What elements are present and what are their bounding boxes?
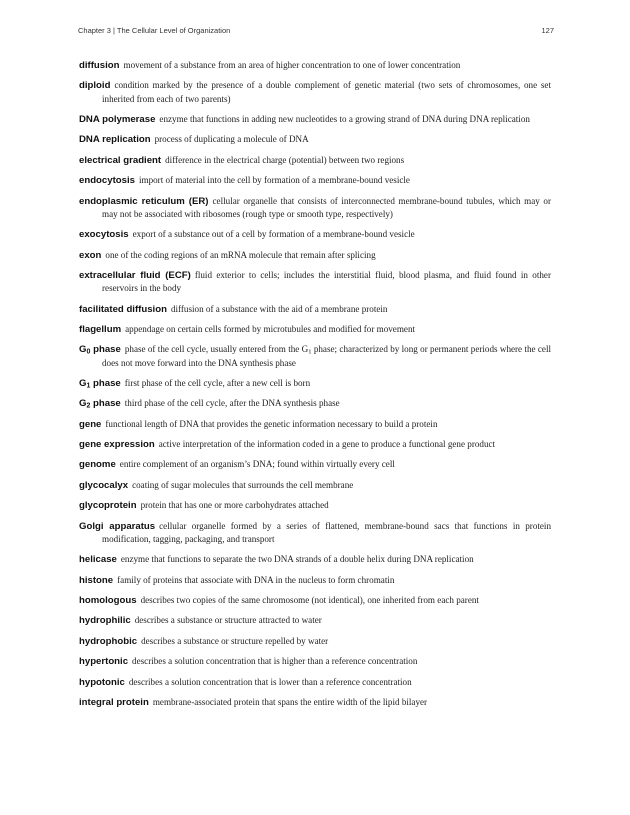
- glossary-entry: [79, 499, 551, 512]
- glossary-definition: import of material into the cell by formation of a membrane-bound vesicle: [138, 175, 410, 186]
- glossary-definition: entire complement of an organism’s DNA; found within virtually every cell: [119, 459, 395, 470]
- definition-text: phase; characterized by long or permanent periods where the cell does not move forward into the DNA synthesis phase: [102, 344, 552, 368]
- glossary-entry: [79, 269, 551, 295]
- glossary-entry: [79, 133, 551, 146]
- glossary-term: extracellular fluid (ECF): [79, 269, 191, 281]
- glossary-entry: [79, 635, 551, 648]
- term-subscript: 2: [86, 402, 91, 410]
- glossary-entry: [79, 696, 551, 709]
- term-text: phase: [90, 377, 121, 389]
- glossary-entry: [79, 553, 551, 566]
- running-header: [78, 26, 554, 38]
- glossary-term: gene: [79, 418, 102, 430]
- glossary-definition: movement of a substance from an area of higher concentration to one of lower concentration: [123, 60, 461, 70]
- glossary-term: integral protein: [79, 696, 149, 708]
- glossary-definition: appendage on certain cells formed by microtubules and modified for movement: [125, 323, 416, 334]
- glossary-entry: [79, 195, 551, 221]
- glossary-list: [79, 59, 551, 716]
- glossary-term: helicase: [79, 554, 117, 566]
- glossary-entry: [79, 154, 551, 167]
- glossary-entry: [79, 397, 551, 410]
- glossary-definition: coating of sugar molecules that surrounds the cell membrane: [132, 479, 354, 490]
- glossary-definition: first phase of the cell cycle, after a new cell is born: [124, 377, 311, 388]
- glossary-term: histone: [79, 574, 114, 586]
- glossary-term: glycoprotein: [79, 500, 137, 512]
- glossary-term: endoplasmic reticulum (ER): [79, 195, 209, 207]
- glossary-term: DNA replication: [79, 134, 151, 146]
- glossary-entry: [79, 676, 551, 689]
- glossary-definition: describes a solution concentration that is lower than a reference concentration: [128, 676, 412, 687]
- glossary-term: genome: [79, 459, 116, 471]
- glossary-definition: cellular organelle formed by a series of flattened, membrane-bound sacs that functions in protein modification, tagging, packaging, and transport: [102, 520, 552, 544]
- glossary-term: hypotonic: [79, 676, 125, 688]
- term-text: phase: [90, 344, 121, 356]
- glossary-definition: active interpretation of the information coded in a gene to produce a functional gene product: [158, 439, 496, 450]
- term-text: G: [79, 377, 87, 389]
- glossary-definition: family of proteins that associate with DNA in the nucleus to form chromatin: [117, 574, 395, 585]
- glossary-entry: [79, 323, 551, 336]
- glossary-entry: [79, 574, 551, 587]
- glossary-definition: difference in the electrical charge (potential) between two regions: [165, 154, 405, 165]
- term-subscript: 1: [86, 382, 91, 390]
- glossary-definition: enzyme that functions in adding new nucleotides to a growing strand of DNA during DNA replication: [159, 113, 530, 124]
- glossary-entry: [79, 303, 551, 316]
- term-text: G: [79, 398, 87, 410]
- glossary-definition: functional length of DNA that provides the genetic information necessary to build a protein: [105, 418, 438, 429]
- glossary-entry: [79, 614, 551, 627]
- glossary-entry: [79, 377, 551, 390]
- definition-subscript: 1: [308, 348, 312, 356]
- glossary-term: DNA polymerase: [79, 113, 156, 125]
- glossary-term: [79, 398, 121, 409]
- glossary-entry: [79, 249, 551, 262]
- glossary-term: hypertonic: [79, 656, 129, 668]
- glossary-term: [79, 378, 121, 389]
- glossary-entry: [79, 438, 551, 451]
- glossary-entry: [79, 594, 551, 607]
- glossary-term: exon: [79, 249, 102, 261]
- page-number: 127: [541, 26, 554, 35]
- glossary-definition: cellular organelle that consists of interconnected membrane-bound tubules, which may or may not be associated with ribosomes (rough type or smooth type, respectively): [102, 195, 552, 219]
- glossary-term: electrical gradient: [79, 154, 162, 166]
- glossary-entry: [79, 113, 551, 126]
- glossary-term: homologous: [79, 595, 137, 606]
- glossary-entry: [79, 418, 551, 431]
- term-text: G: [79, 344, 87, 356]
- glossary-term: diffusion: [79, 60, 120, 71]
- glossary-term: [79, 344, 121, 355]
- glossary-definition: one of the coding regions of an mRNA molecule that remain after splicing: [105, 249, 376, 260]
- glossary-definition: export of a substance out of a cell by formation of a membrane-bound vesicle: [132, 229, 415, 240]
- glossary-entry: [79, 174, 551, 187]
- glossary-term: exocytosis: [79, 229, 129, 241]
- glossary-definition: describes a substance or structure repelled by water: [141, 635, 329, 646]
- glossary-term: glycocalyx: [79, 479, 129, 491]
- glossary-term: diploid: [79, 80, 111, 92]
- glossary-definition: fluid exterior to cells; includes the interstitial fluid, blood plasma, and fluid found in other reservoirs in the body: [102, 269, 551, 294]
- glossary-definition: condition marked by the presence of a double complement of genetic material (two sets of chromosomes, one set inherited from each of two parents): [102, 80, 551, 104]
- glossary-entry: [79, 59, 551, 72]
- glossary-term: hydrophilic: [79, 615, 131, 627]
- glossary-term: facilitated diffusion: [79, 303, 167, 315]
- glossary-term: endocytosis: [79, 175, 135, 187]
- glossary-entry: [79, 520, 551, 546]
- glossary-definition: [102, 344, 551, 367]
- glossary-definition: diffusion of a substance with the aid of a membrane protein: [170, 303, 388, 314]
- glossary-entry: [79, 458, 551, 471]
- glossary-term: Golgi apparatus: [79, 520, 156, 532]
- glossary-definition: describes a solution concentration that is higher than a reference concentration: [132, 656, 418, 667]
- glossary-entry: [79, 79, 551, 105]
- glossary-definition: describes two copies of the same chromosome (not identical), one inherited from each parent: [140, 595, 479, 605]
- glossary-definition: protein that has one or more carbohydrates attached: [140, 500, 329, 511]
- definition-text: phase of the cell cycle, usually entered from the G: [124, 344, 309, 355]
- chapter-title: Chapter 3 | The Cellular Level of Organization: [78, 26, 231, 35]
- glossary-definition: third phase of the cell cycle, after the DNA synthesis phase: [124, 398, 340, 409]
- glossary-term: hydrophobic: [79, 635, 138, 647]
- glossary-entry: [79, 479, 551, 492]
- glossary-entry: [79, 343, 551, 369]
- glossary-entry: [79, 655, 551, 668]
- glossary-definition: membrane-associated protein that spans the entire width of the lipid bilayer: [152, 696, 428, 707]
- term-subscript: 0: [86, 348, 91, 356]
- glossary-entry: [79, 228, 551, 241]
- glossary-definition: enzyme that functions to separate the two DNA strands of a double helix during DNA replication: [120, 554, 474, 565]
- glossary-definition: describes a substance or structure attracted to water: [134, 615, 322, 626]
- term-text: phase: [90, 398, 121, 410]
- glossary-term: gene expression: [79, 439, 155, 451]
- glossary-term: flagellum: [79, 323, 122, 335]
- glossary-definition: process of duplicating a molecule of DNA: [154, 134, 309, 145]
